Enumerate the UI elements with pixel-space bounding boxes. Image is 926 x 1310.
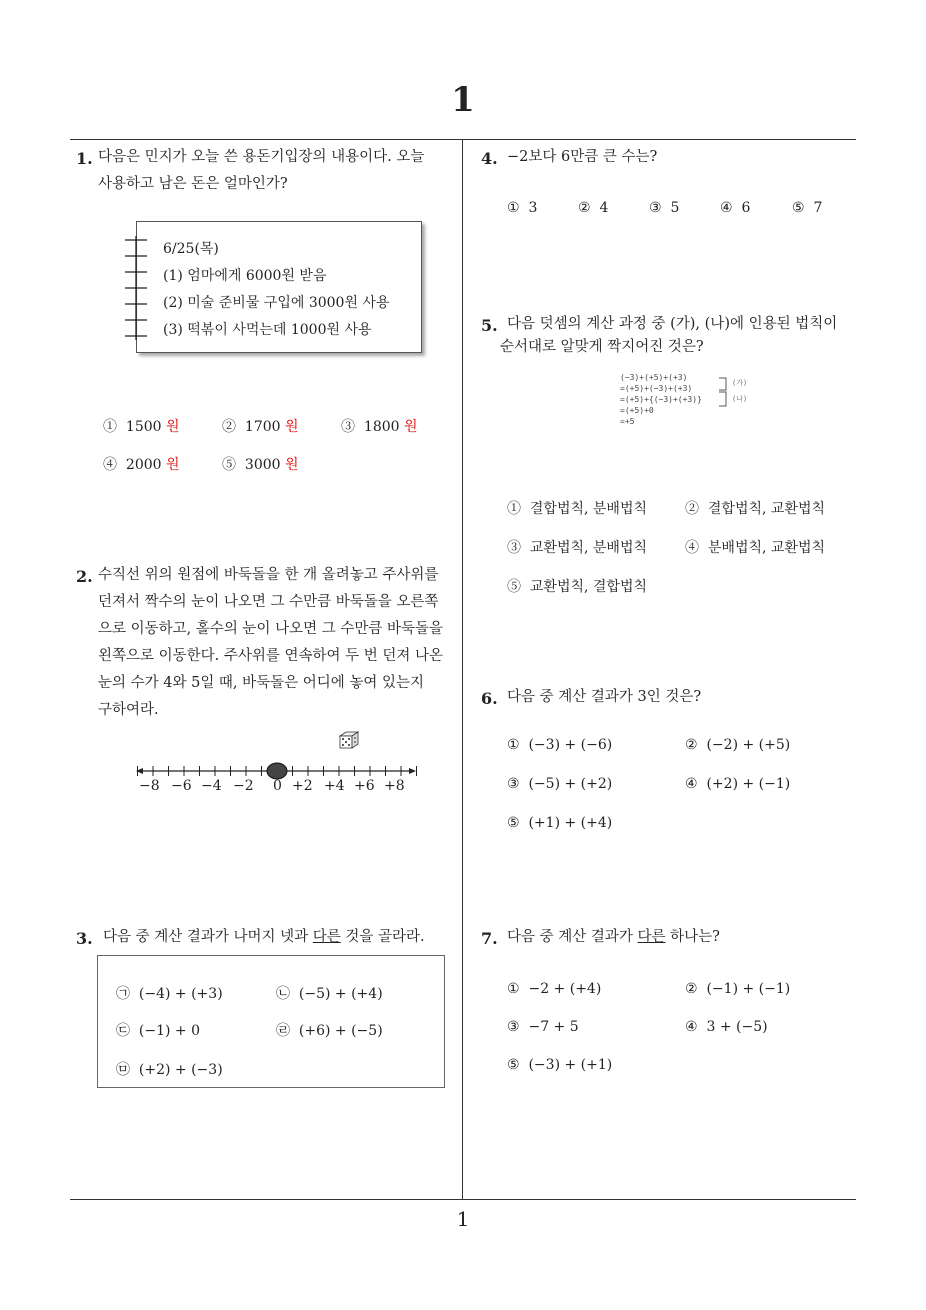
option-mark: ① bbox=[507, 501, 521, 517]
option-mark: ③ bbox=[649, 200, 662, 216]
option-value: 교환법칙, 결합법칙 bbox=[529, 579, 647, 595]
unit-label: 원 bbox=[285, 419, 299, 435]
spiral-binding-icon bbox=[123, 236, 149, 340]
option-4[interactable] bbox=[685, 776, 790, 792]
tick-label: −2 bbox=[233, 778, 254, 794]
page-number: 1 bbox=[456, 1207, 470, 1231]
calc-step: (−3)+(+5)+(+3) bbox=[620, 373, 688, 382]
tick-label: 0 bbox=[273, 778, 282, 794]
option-value: (+1) + (+4) bbox=[528, 815, 613, 831]
question-text: 다음 중 계산 결과가 3인 것은? bbox=[507, 689, 702, 705]
question-number: 7. bbox=[481, 929, 498, 948]
option-2[interactable] bbox=[222, 416, 299, 436]
go-stone-icon bbox=[267, 763, 287, 779]
option-value: (+2) + (−1) bbox=[706, 776, 791, 792]
option-value: 1700 bbox=[244, 419, 281, 435]
option-mark: ① bbox=[103, 419, 117, 435]
question-text-part: 하나는? bbox=[665, 929, 720, 945]
option-mark: ③ bbox=[507, 776, 520, 792]
emphasis-text: 다른 bbox=[637, 929, 666, 945]
option-5[interactable] bbox=[507, 815, 612, 831]
option-value: (−2) + (+5) bbox=[706, 737, 791, 753]
option-value: (−1) + (−1) bbox=[706, 981, 791, 997]
option-3[interactable] bbox=[507, 776, 612, 792]
question-text: 다음은 민지가 오늘 쓴 용돈기입장의 내용이다. 오늘 bbox=[98, 149, 425, 165]
option-mark: ② bbox=[685, 981, 698, 997]
option-mark: ① bbox=[507, 981, 520, 997]
option-mark: ④ bbox=[103, 457, 117, 473]
option-2[interactable] bbox=[685, 981, 790, 997]
option-3[interactable] bbox=[649, 200, 679, 216]
option-value: 2000 bbox=[125, 457, 162, 473]
option-4[interactable] bbox=[685, 537, 825, 557]
option-mark: ⑤ bbox=[507, 1057, 520, 1073]
unit-label: 원 bbox=[166, 457, 180, 473]
question-text-part: 다음 중 계산 결과가 bbox=[507, 929, 638, 945]
allowance-note bbox=[136, 221, 422, 353]
option-value: −7 + 5 bbox=[528, 1019, 579, 1035]
calculation-steps bbox=[620, 372, 702, 427]
option-5[interactable] bbox=[792, 200, 822, 216]
calc-label: (가) bbox=[732, 379, 748, 387]
option-value: 3000 bbox=[244, 457, 281, 473]
option-mark: ③ bbox=[507, 540, 521, 556]
option-4[interactable] bbox=[103, 454, 180, 474]
expression-item bbox=[116, 983, 223, 1003]
question-number: 2. bbox=[76, 567, 93, 586]
option-value: 4 bbox=[599, 200, 609, 216]
question-text-part: 것을 골라라. bbox=[340, 929, 425, 945]
item-expr: (−1) + 0 bbox=[138, 1023, 201, 1039]
dice-icon bbox=[338, 730, 360, 750]
option-mark: ② bbox=[685, 501, 699, 517]
question-number: 3. bbox=[76, 929, 93, 948]
expression-item bbox=[276, 983, 383, 1003]
option-mark: ① bbox=[507, 200, 520, 216]
calc-step: =(+5)+(−3)+(+3) bbox=[620, 384, 693, 393]
option-mark: ④ bbox=[685, 776, 698, 792]
option-value: −2 + (+4) bbox=[528, 981, 602, 997]
option-mark: ③ bbox=[507, 1019, 520, 1035]
option-3[interactable] bbox=[507, 537, 647, 557]
option-mark: ⑤ bbox=[792, 200, 805, 216]
question-text bbox=[103, 924, 425, 951]
option-2[interactable] bbox=[685, 498, 825, 518]
expression-item bbox=[116, 1020, 200, 1040]
option-value: 1500 bbox=[125, 419, 162, 435]
option-mark: ② bbox=[578, 200, 591, 216]
option-value: 결합법칙, 분배법칙 bbox=[529, 501, 647, 517]
option-mark: ④ bbox=[685, 1019, 698, 1035]
option-value: 6 bbox=[741, 200, 751, 216]
option-5[interactable] bbox=[507, 576, 647, 596]
unit-label: 원 bbox=[285, 457, 299, 473]
page-title: 1 bbox=[451, 80, 475, 120]
unit-label: 원 bbox=[404, 419, 418, 435]
footer-rule bbox=[70, 1199, 856, 1200]
bracket-icon bbox=[718, 376, 732, 410]
option-mark: ③ bbox=[341, 419, 355, 435]
unit-label: 원 bbox=[166, 419, 180, 435]
question-text bbox=[507, 924, 720, 951]
note-line: (1) 엄마에게 6000원 받음 bbox=[163, 268, 327, 284]
question-text-part: 다음 중 계산 결과가 나머지 넷과 bbox=[103, 929, 313, 945]
option-1[interactable] bbox=[507, 981, 601, 997]
note-line: (3) 떡볶이 사먹는데 1000원 사용 bbox=[163, 322, 372, 338]
note-line: (2) 미술 준비물 구입에 3000원 사용 bbox=[163, 295, 390, 311]
option-3[interactable] bbox=[507, 1019, 579, 1035]
emphasis-text: 다른 bbox=[312, 929, 341, 945]
option-mark: ⑤ bbox=[222, 457, 236, 473]
question-text: 구하여라. bbox=[98, 702, 159, 718]
tick-label: +2 bbox=[292, 778, 313, 794]
option-1[interactable] bbox=[507, 737, 612, 753]
option-value: 3 bbox=[528, 200, 538, 216]
option-2[interactable] bbox=[578, 200, 608, 216]
option-mark: ⑤ bbox=[507, 579, 521, 595]
question-text: −2보다 6만큼 큰 수는? bbox=[507, 149, 658, 165]
option-5[interactable] bbox=[222, 454, 299, 474]
item-mark: ㉠ bbox=[116, 986, 130, 1002]
tick-label: +4 bbox=[324, 778, 345, 794]
question-text: 으로 이동하고, 홀수의 눈이 나오면 그 수만큼 바둑돌을 bbox=[98, 621, 444, 637]
note-date: 6/25(목) bbox=[163, 241, 219, 257]
option-value: (−3) + (−6) bbox=[528, 737, 613, 753]
question-number: 6. bbox=[481, 689, 498, 708]
item-mark: ㉢ bbox=[116, 1023, 130, 1039]
option-mark: ① bbox=[507, 737, 520, 753]
item-mark: ㉡ bbox=[276, 986, 290, 1002]
calc-step: =+5 bbox=[620, 417, 635, 426]
option-value: (−3) + (+1) bbox=[528, 1057, 613, 1073]
question-number: 5. bbox=[481, 316, 498, 335]
item-expr: (−5) + (+4) bbox=[298, 986, 383, 1002]
option-mark: ④ bbox=[720, 200, 733, 216]
question-text: 다음 덧셈의 계산 과정 중 (가), (나)에 인용된 법칙이 bbox=[507, 316, 838, 332]
option-1[interactable] bbox=[103, 416, 180, 436]
option-mark: ② bbox=[685, 737, 698, 753]
option-value: 5 bbox=[670, 200, 680, 216]
option-mark: ④ bbox=[685, 540, 699, 556]
tick-label: −8 bbox=[139, 778, 160, 794]
option-2[interactable] bbox=[685, 737, 790, 753]
item-mark: ㉣ bbox=[276, 1023, 290, 1039]
calc-step: =(+5)+0 bbox=[620, 406, 654, 415]
item-expr: (+2) + (−3) bbox=[138, 1062, 223, 1078]
tick-label: −4 bbox=[201, 778, 222, 794]
item-expr: (+6) + (−5) bbox=[298, 1023, 383, 1039]
option-mark: ⑤ bbox=[507, 815, 520, 831]
option-4[interactable] bbox=[720, 200, 750, 216]
option-value: 1800 bbox=[363, 419, 400, 435]
option-value: 7 bbox=[813, 200, 823, 216]
tick-label: +6 bbox=[354, 778, 375, 794]
option-4[interactable] bbox=[685, 1019, 768, 1035]
option-mark: ② bbox=[222, 419, 236, 435]
calc-step: =(+5)+{(−3)+(+3)} bbox=[620, 395, 702, 404]
tick-label: +8 bbox=[384, 778, 405, 794]
question-text: 사용하고 남은 돈은 얼마인가? bbox=[98, 176, 288, 192]
item-expr: (−4) + (+3) bbox=[138, 986, 223, 1002]
option-5[interactable] bbox=[507, 1057, 612, 1073]
item-mark: ㉤ bbox=[116, 1062, 130, 1078]
question-text: 수직선 위의 원점에 바둑돌을 한 개 올려놓고 주사위를 bbox=[98, 567, 439, 583]
calc-label: (나) bbox=[732, 395, 748, 403]
option-value: 교환법칙, 분배법칙 bbox=[529, 540, 647, 556]
question-text: 순서대로 알맞게 짝지어진 것은? bbox=[500, 339, 704, 355]
option-1[interactable] bbox=[507, 498, 647, 518]
option-3[interactable] bbox=[341, 416, 418, 436]
expression-item bbox=[276, 1020, 383, 1040]
question-number: 1. bbox=[76, 149, 93, 168]
tick-label: −6 bbox=[171, 778, 192, 794]
expression-item bbox=[116, 1059, 223, 1079]
option-1[interactable] bbox=[507, 200, 537, 216]
option-value: (−5) + (+2) bbox=[528, 776, 613, 792]
option-value: 분배법칙, 교환법칙 bbox=[707, 540, 825, 556]
question-number: 4. bbox=[481, 149, 498, 168]
question-text: 왼쪽으로 이동한다. 주사위를 연속하여 두 번 던져 나온 bbox=[98, 648, 444, 664]
option-value: 결합법칙, 교환법칙 bbox=[707, 501, 825, 517]
question-text: 던져서 짝수의 눈이 나오면 그 수만큼 바둑돌을 오른쪽 bbox=[98, 594, 439, 610]
header-rule bbox=[70, 139, 856, 140]
option-value: 3 + (−5) bbox=[706, 1019, 768, 1035]
column-divider bbox=[462, 140, 463, 1200]
question-text: 눈의 수가 4와 5일 때, 바둑돌은 어디에 놓여 있는지 bbox=[98, 675, 425, 691]
